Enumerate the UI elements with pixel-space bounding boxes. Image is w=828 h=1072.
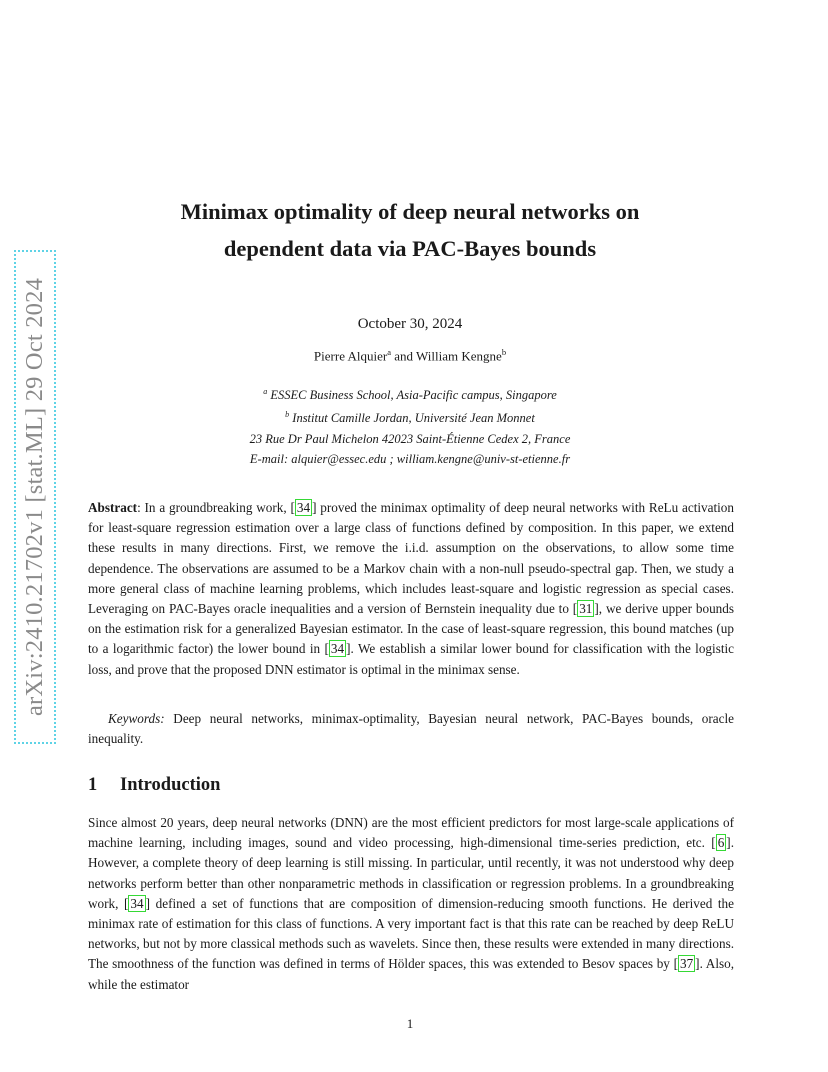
- abstract-text-4: . We establish a similar lower bound for classification with the logistic loss, and prove that the proposed DNN estimator is optimal in the minimax sense.: [88, 641, 735, 677]
- abstract-text-3: , we derive upper bounds on the estimation risk for a generalized Bayesian estimator. In the case of least-square regression, this bound matches (up to a logarithmic factor) the lower bound in: [88, 601, 734, 657]
- title-line-1: Minimax optimality of deep neural networks on: [180, 199, 640, 224]
- citation-link[interactable]: 31: [579, 601, 593, 617]
- affiliation-a-mark: a: [263, 387, 268, 396]
- abstract-text-2: proved the minimax optimality of deep neural networks with ReLu activation for least-square regression estimation over a large class of functions defined by composition. In this paper, we extend these results in many directions. First, we remove the i.i.d. assumption on the observations, to allow some time dependence. The observations are assumed to be a Markov chain with a non-null pseudo-spectral gap. Then, we study a more general class of machine learning problems, which includes least-square and logistic regression as special cases. Leveraging on PAC-Bayes oracle inequalities and a version of Bernstein inequality due to: [88, 500, 734, 617]
- citation-link[interactable]: 6: [717, 835, 725, 851]
- section-title: Introduction: [120, 775, 221, 795]
- title-line-2: dependent data via PAC-Bayes bounds: [223, 236, 597, 261]
- affiliations: [90, 382, 730, 470]
- affiliation-b-text: Institut Camille Jordan, Université Jean Monnet: [289, 411, 535, 426]
- intro-text-3: defined a set of functions that are composition of dimension-reducing smooth functions. He derived the minimax rate of estimation for this class of functions. A very important fact is that this rate can be reached by deep ReLU networks, but not by more classical methods such as wavelets. Since then, these results were extended in many directions. The smoothness of the function was defined in terms of Hölder spaces, this was extended to Besov spaces by: [88, 895, 735, 972]
- citation-link[interactable]: 37: [679, 956, 694, 972]
- citation-link[interactable]: 34: [130, 895, 144, 911]
- affiliation-address: 23 Rue Dr Paul Michelon 42023 Saint-Étienne Cedex 2, France: [249, 431, 571, 446]
- keywords-text: Deep neural networks, minimax-optimality, Bayesian neural network, PAC-Bayes bounds, oracle inequality.: [88, 711, 734, 747]
- abstract: Abstract: In a groundbreaking work, [ 34 ] proved the minimax optimality of deep neural networks with ReLu activation for least-square regression estimation over a large class of functions defined by composition. In this paper, we extend these results in many directions. First, we remove the i.i.d. assumption on the observations, to allow some time dependence. The observations are assumed to be a Markov chain with a non-null pseudo-spectral gap. Then, we study a more general class of machine learning problems, which includes least-square and logistic regression as special cases. Leveraging on PAC-Bayes oracle inequalities and a version of Bernstein inequality due to [ 31 ], we derive upper bounds on the estimation risk for a generalized Bayesian estimator. In the case of least-square regression, this bound matches (up to a logarithmic factor) the lower bound in [ 34 ]. We establish a similar lower bound for classification with the logistic loss, and prove that the proposed DNN estimator is optimal in the minimax sense.: [88, 500, 735, 677]
- author-alquier-affil-mark: a: [387, 347, 391, 357]
- affiliation-b-mark: b: [285, 410, 290, 420]
- section-number: 1: [88, 775, 98, 795]
- arxiv-identifier[interactable]: arXiv:2410.21702v1 [stat.ML] 29 Oct 2024: [21, 277, 48, 717]
- paper-date: October 30, 2024: [357, 316, 463, 332]
- citation-link[interactable]: 34: [330, 641, 345, 657]
- contact-email: E-mail: alquier@essec.edu ; william.kengne@univ-st-etienne.fr: [249, 452, 571, 467]
- intro-text-1: Since almost 20 years, deep neural networks (DNN) are the most efficient predictors for most large-scale applications of machine learning, including images, sound and video processing, high-dimensional time-series prediction, etc.: [88, 815, 734, 851]
- author-separator: and: [391, 348, 417, 364]
- page-number: 1: [406, 1016, 414, 1031]
- keywords: [88, 709, 734, 749]
- section-heading: [88, 775, 220, 796]
- affiliation-a-text: ESSEC Business School, Asia-Pacific campus, Singapore: [267, 388, 557, 403]
- abstract-label: Abstract: [88, 500, 138, 515]
- citation-link[interactable]: 34: [296, 500, 311, 515]
- abstract-text-1: : In a groundbreaking work,: [137, 500, 291, 515]
- intro-text-4: . Also, while the estimator: [88, 956, 735, 992]
- introduction-paragraph: Since almost 20 years, deep neural networks (DNN) are the most efficient predictors for most large-scale applications of machine learning, including images, sound and video processing, high-dimensional time-series prediction, etc. [ 6 ]. However, a complete theory of deep learning is still missing. In particular, until recently, it was not understood why deep networks perform better than other nonparametric methods in classification or regression problems. In a groundbreaking work, [ 34 ] defined a set of functions that are composition of dimension-reducing smooth functions. He derived the minimax rate of estimation for this class of functions. A very important fact is that this rate can be reached by deep ReLU networks, but not by more classical methods such as wavelets. Since then, these results were extended in many directions. The smoothness of the function was defined in terms of Hölder spaces, this was extended to Besov spaces by [ 37 ]. Also, while the estimator: [88, 815, 735, 992]
- author-kengne: William Kengne: [416, 348, 502, 364]
- paper-title: [90, 193, 730, 267]
- author-kengne-affil-mark: b: [501, 347, 507, 357]
- intro-text-2: . However, a complete theory of deep learning is still missing. In particular, until recently, it was not understood why deep networks perform better than other nonparametric methods in classification or regression problems. In a groundbreaking work,: [88, 835, 734, 911]
- author-list: [90, 347, 730, 364]
- keywords-label: Keywords:: [108, 711, 165, 726]
- author-alquier: Pierre Alquier: [313, 348, 388, 364]
- affiliation-b: [90, 405, 730, 428]
- affiliation-a: [90, 382, 730, 405]
